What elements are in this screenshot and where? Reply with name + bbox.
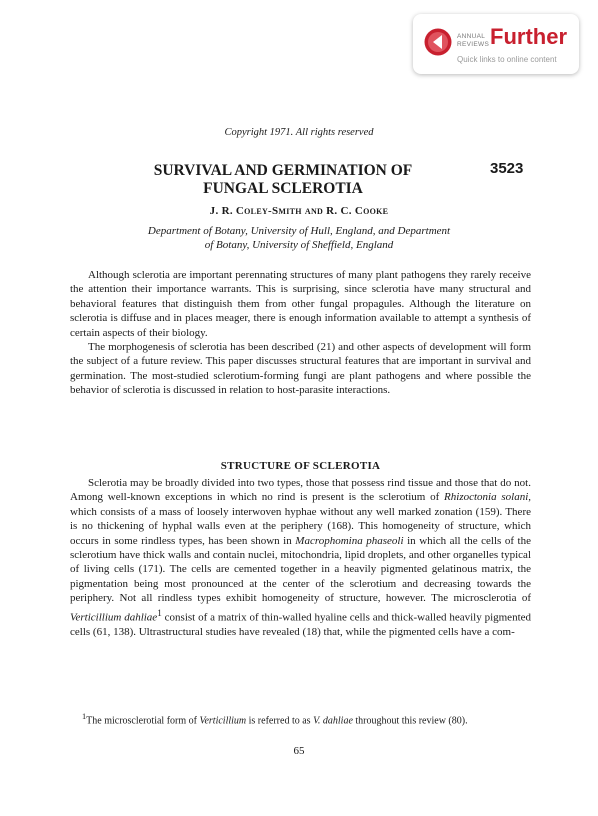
title-line-1: SURVIVAL AND GERMINATION OF [153,162,413,179]
authors: J. R. Coley-Smith and R. C. Cooke [209,205,389,217]
species-name: Rhizoctonia solani [444,491,529,504]
structure-section [70,476,531,639]
title-line-2: FUNGAL SCLEROTIA [203,180,363,197]
intro-paragraph-2: The morphogenesis of sclerotia has been described (21) and other aspects of development will form the subject of a future review. This paper discusses structural features that are important in survival and germination. The most-studied sclerotium-forming fungi are plant pathogens and where possible the behavior of sclerotia is discussed in relation to host-parasite interactions. [70,341,531,397]
copyright-line: Copyright 1971. All rights reserved [224,127,374,138]
species-name: Macrophomina phaseoli [295,534,404,547]
page-number: 65 [293,745,305,757]
section-heading-structure: STRUCTURE OF SCLEROTIA [220,460,381,472]
annual-reviews-logo-icon [423,27,453,57]
article-number: 3523 [490,160,524,177]
badge-annual-label: ANNUAL [457,33,486,40]
badge-subtitle: Quick links to online content [457,55,557,64]
intro-paragraph-1: Although sclerotia are important perennating structures of many plant pathogens they rarely receive the attention their importance warrants. This is surprising, since sclerotia have many structural and behavioral features that distinguish them from other fungal propagules. Although the literature on sclerotia is diffuse and in places meager, there is enough information available to attempt a synthesis of certain aspects of their biology. [70,269,531,339]
article-title [120,162,446,198]
structure-paragraph: Sclerotia may be broadly divided into two types, those that possess rind tissue and those that do not. Among well-known exceptions in which no rind is present is the sclerotium of Rhizoctonia solani, which consists of a mass of loosely interwoven hyphae without any well marked zonation (159). There is no thickening of hyphal walls even at the periphery (168). This homogeneity of structure, which occurs in some rindless types, has been shown in Macrophomina phaseoli in which all the cells of the sclerotium have thick walls and contain nuclei, mitochondria, lipid droplets, and other organelles typical of living cells (171). The cells are cemented together in a heavily pigmented gelatinous matrix, the pigmentation being most pronounced at the center of the sclerotium and decreasing towards the periphery. Not all rindless types exhibit homogeneity of structure, however. The microsclerotia of Verticillium dahliae$^1$ consist of a matrix of thin-walled hyaline cells and thick-walled heavily pigmented cells (61, 138). Ultrastructural studies have revealed (18) that, while the pigmented cells have a com- [70,477,532,638]
species-name: Verticillium dahliae [70,611,158,624]
footnote-ref: 1 [157,607,162,618]
badge-reviews-label: REVIEWS [457,41,490,48]
footnote-marker: 1 [82,712,87,721]
footnote [70,710,531,727]
badge-title: Further [490,24,567,49]
affiliation [0,224,598,252]
affiliation-line-2: of Botany, University of Sheffield, England [204,239,394,251]
intro-section [70,268,531,398]
further-badge[interactable] [413,14,579,74]
affiliation-line-1: Department of Botany, University of Hull, England, and Department [147,225,451,237]
footnote-text: $^1$The microsclerotial form of Verticillium is referred to as V. dahliae throughout this review (80). [82,712,468,727]
